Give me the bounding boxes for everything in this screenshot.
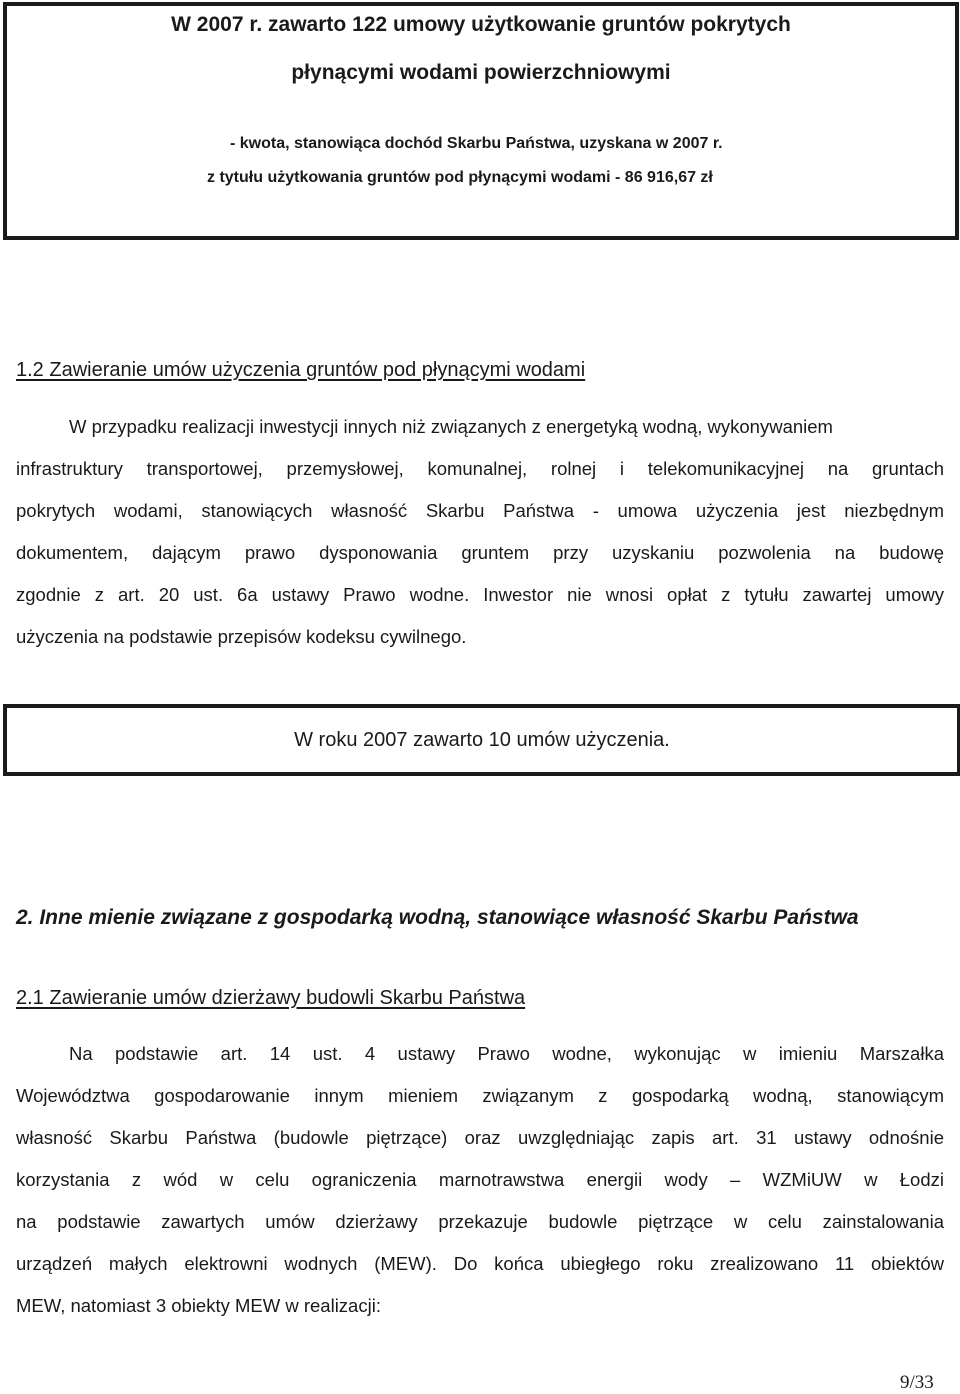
summary-box-lending-text: W roku 2007 zawarto 10 umów użyczenia. (294, 729, 670, 751)
section-1-2-line-5: zgodnie z art. 20 ust. 6a ustawy Prawo wodne. Inwestor nie wnosi opłat z tytułu zawartej umowy (16, 584, 944, 605)
summary-box-title-line-2: płynącymi wodami powierzchniowymi (291, 61, 671, 84)
section-2-1-line-6: urządzeń małych elektrowni wodnych (MEW). Do końca ubiegłego roku zrealizowano 11 obiektów (16, 1253, 944, 1274)
section-2-1-line-1: Na podstawie art. 14 ust. 4 ustawy Prawo wodne, wykonując w imieniu Marszałka (69, 1043, 944, 1064)
section-2-heading: 2. Inne mienie związane z gospodarką wodną, stanowiące własność Skarbu Państwa (16, 906, 859, 929)
summary-box-info-line-1: - kwota, stanowiąca dochód Skarbu Państwa, uzyskana w 2007 r. (230, 135, 723, 152)
section-2-1-line-7: MEW, natomiast 3 obiekty MEW w realizacji: (16, 1295, 381, 1316)
summary-box-lending (3, 704, 960, 776)
section-2-1-line-5: na podstawie zawartych umów dzierżawy przekazuje budowle piętrzące w celu zainstalowania (16, 1211, 944, 1232)
section-2-1-heading: 2.1 Zawieranie umów dzierżawy budowli Skarbu Państwa (16, 987, 526, 1009)
summary-box-title-line-1: W 2007 r. zawarto 122 umowy użytkowanie gruntów pokrytych (171, 13, 791, 36)
section-1-2-line-3: pokrytych wodami, stanowiących własność Skarbu Państwa - umowa użyczenia jest niezbędnym (16, 500, 944, 521)
page-number: 9/33 (900, 1372, 934, 1393)
section-2-1-line-2: Województwa gospodarowanie innym mieniem związanym z gospodarką wodną, stanowiącym (16, 1085, 944, 1106)
summary-box-info-line-2: z tytułu użytkowania gruntów pod płynącymi wodami - 86 916,67 zł (207, 169, 713, 186)
section-2-1-line-4: korzystania z wód w celu ograniczenia marnotrawstwa energii wody – WZMiUW w Łodzi (16, 1169, 944, 1190)
section-1-2-line-2: infrastruktury transportowej, przemysłowej, komunalnej, rolnej i telekomunikacyjnej na gruntach (16, 458, 944, 479)
section-2-1-line-3: własność Skarbu Państwa (budowle piętrzące) oraz uwzględniając zapis art. 31 ustawy odnośnie (16, 1127, 944, 1148)
section-1-2-heading: 1.2 Zawieranie umów użyczenia gruntów pod płynącymi wodami (16, 359, 586, 381)
section-1-2-line-1: W przypadku realizacji inwestycji innych niż związanych z energetyką wodną, wykonywaniem (69, 416, 833, 437)
summary-box-usufruct (3, 2, 959, 240)
section-1-2-line-6: użyczenia na podstawie przepisów kodeksu cywilnego. (16, 626, 467, 647)
section-1-2-line-4: dokumentem, dającym prawo dysponowania gruntem przy uzyskaniu pozwolenia na budowę (16, 542, 944, 563)
